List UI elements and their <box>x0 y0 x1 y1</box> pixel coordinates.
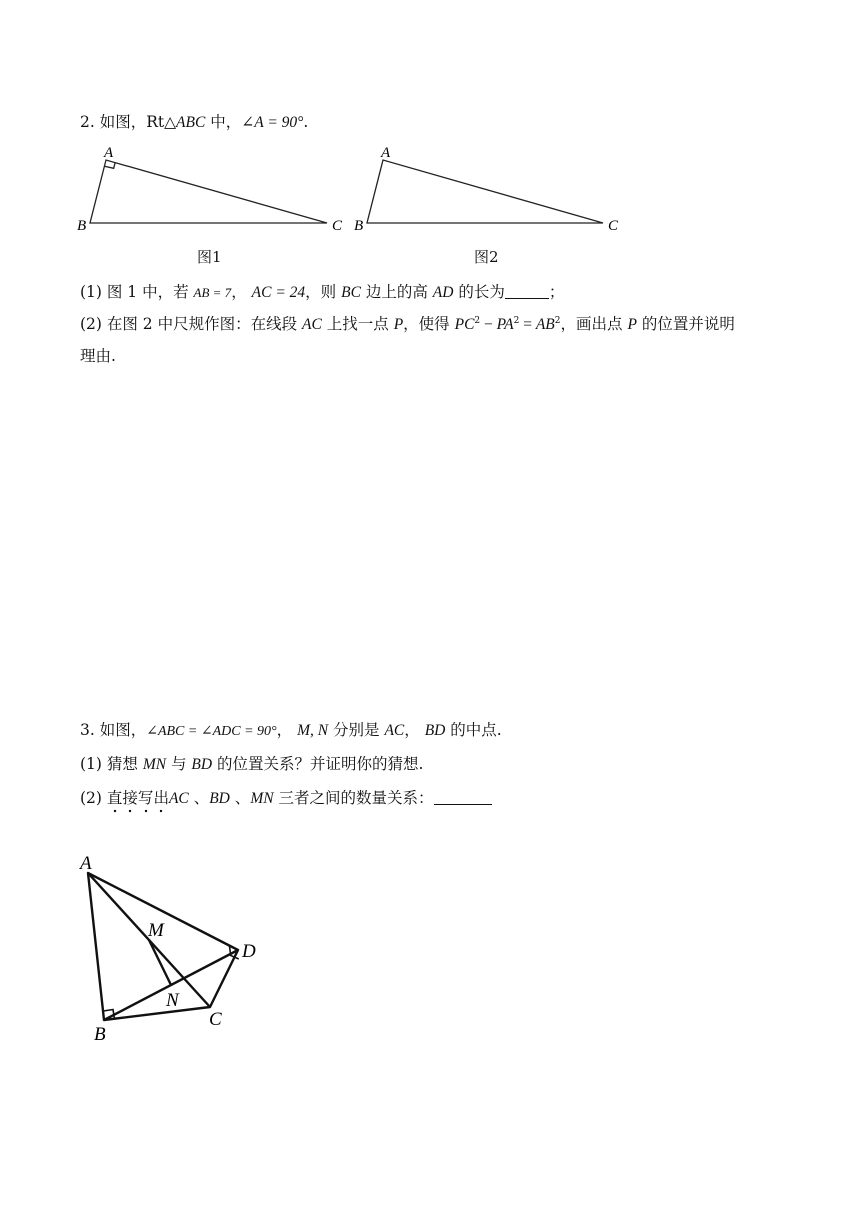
eq-pa: PA <box>496 316 514 333</box>
q2-mid2: ，使得 <box>403 315 455 333</box>
p3q2-prefix: (2) <box>80 789 107 807</box>
figure3-label-n: N <box>166 990 179 1011</box>
emphasis-char: 直 <box>107 789 123 814</box>
q2-suffix: 的位置并说明 <box>636 315 735 333</box>
point-p-2: P <box>627 316 637 333</box>
answer-blank-relation[interactable] <box>434 804 492 805</box>
figure3-label-m: M <box>148 920 164 941</box>
emphasis-char: 接 <box>122 789 138 814</box>
eq-pc-square: 2 <box>474 316 481 326</box>
figure1-label-a: A <box>104 145 114 161</box>
figure1-label-b: B <box>77 218 87 234</box>
intro3-sep: ， <box>276 721 293 739</box>
figure1-label-c: C <box>332 218 343 234</box>
figure2-triangle <box>367 160 603 223</box>
side-bc: BC <box>341 284 361 301</box>
q1-sep: ， <box>231 283 247 301</box>
angle-conditions: ∠ABC = ∠ADC = 90° <box>146 724 277 739</box>
figure3-label-c: C <box>209 1009 222 1030</box>
answer-blank[interactable] <box>505 298 549 299</box>
intro3-prefix: 3. 如图， <box>80 721 147 739</box>
figure3-label-b: B <box>94 1024 106 1045</box>
figure1-caption: 图1 <box>197 248 222 266</box>
intro3-mid: 分别是 <box>328 721 385 739</box>
intro3-suffix: 的中点. <box>445 721 502 739</box>
intro-period: . <box>303 113 309 131</box>
q2-prefix: (2) 在图 2 中尺规作图：在线段 <box>80 315 303 333</box>
emphasized-direct-write <box>107 789 169 814</box>
height-ad: AD <box>432 284 454 301</box>
eq-minus: − <box>480 316 497 333</box>
ab-value: AB = 7 <box>193 285 232 300</box>
segment-ac: AC <box>302 316 322 333</box>
problem2-question2 <box>80 314 735 335</box>
triangle-name: ABC <box>176 114 206 131</box>
quantity-ac: AC <box>168 790 189 807</box>
q1-suffix: 的长为 <box>453 283 505 301</box>
eq-equals: = <box>519 316 536 333</box>
emphasis-char: 写 <box>138 789 154 814</box>
intro3-sep2: ， <box>404 721 420 739</box>
figure1-triangle <box>90 160 327 223</box>
figure3-quadrilateral <box>88 873 238 1020</box>
problem3-intro <box>80 720 502 742</box>
figure2-label-b: B <box>354 218 364 234</box>
figure2-caption: 图2 <box>474 248 499 266</box>
segment-mn: MN <box>142 756 167 773</box>
p3q2-sep2: 、 <box>229 789 251 807</box>
ac-value: AC = 24 <box>251 284 306 301</box>
figure2-label-c: C <box>608 218 619 234</box>
point-p: P <box>393 316 404 333</box>
quantity-mn: MN <box>250 790 274 807</box>
problem2-question2-line2: 理由. <box>80 347 116 365</box>
q1-mid: ，则 <box>305 283 342 301</box>
diagonal-ac: AC <box>384 722 405 739</box>
diagonal-bd: BD <box>424 722 446 739</box>
p3q1-prefix: (1) 猜想 <box>80 755 143 773</box>
figure3-label-d: D <box>242 941 256 962</box>
p3q2-suffix: 三者之间的数量关系： <box>273 789 434 807</box>
rt-triangle-symbol: Rt△ <box>146 113 177 131</box>
problem3-question2 <box>80 788 492 809</box>
quantity-bd: BD <box>209 790 230 807</box>
emphasis-char: 出 <box>153 789 169 814</box>
figure3-label-a: A <box>80 853 92 874</box>
eq-pa-square: 2 <box>513 316 520 326</box>
angle-a-condition: ∠A = 90° <box>241 114 304 131</box>
figure2-label-a: A <box>381 145 391 161</box>
segment-bd: BD <box>191 756 213 773</box>
p3q1-mid: 与 <box>166 755 192 773</box>
eq-pc: PC <box>454 316 475 333</box>
q1-prefix: (1) 图 1 中，若 <box>80 283 194 301</box>
q1-end: ； <box>548 283 565 301</box>
intro-in: 中， <box>205 113 242 131</box>
q2-mid: 上找一点 <box>321 315 394 333</box>
intro-prefix: 2. 如图， <box>80 113 147 131</box>
p3q1-suffix: 的位置关系？并证明你的猜想. <box>212 755 424 773</box>
p3q2-sep: 、 <box>188 789 210 807</box>
problem3-question1 <box>80 754 423 775</box>
eq-ab-square: 2 <box>554 316 561 326</box>
points-mn: M, N <box>297 722 329 739</box>
eq-ab: AB <box>535 316 555 333</box>
q1-mid2: 边上的高 <box>360 283 433 301</box>
problem2-question1 <box>80 282 564 303</box>
q2-mid3: ，画出点 <box>560 315 628 333</box>
